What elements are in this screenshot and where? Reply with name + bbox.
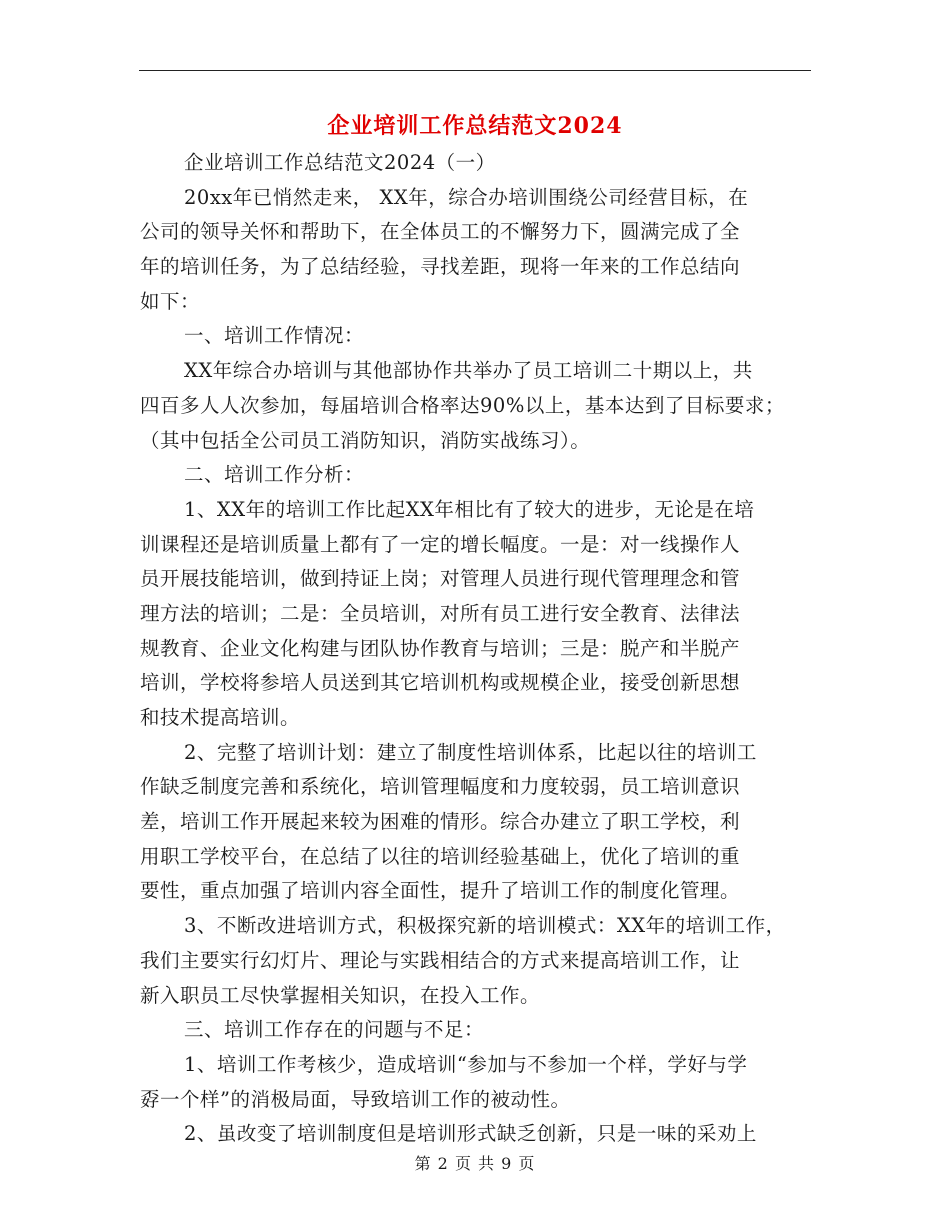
text-line: 一、培训工作情况：	[184, 324, 365, 348]
text-line: 2、虽改变了培训制度但是培训形式缺乏创新，只是一味的采劝上	[184, 1122, 757, 1146]
text-line: 20xx年已悄然走来， XX年，综合办培训围绕公司经营目标，在	[184, 185, 749, 209]
text-line: 作缺乏制度完善和系统化，培训管理幅度和力度较弱，员工培训意识	[140, 775, 741, 799]
document-title: 企业培训工作总结范文2024	[327, 113, 623, 139]
text-line: 要性，重点加强了培训内容全面性，提升了培训工作的制度化管理。	[140, 879, 741, 903]
text-line: 理方法的培训；二是：全员培训，对所有员工进行安全教育、法律法	[140, 601, 741, 625]
text-line: 三、培训工作存在的问题与不足：	[184, 1018, 485, 1042]
text-line: 企业培训工作总结范文2024（一）	[184, 151, 496, 174]
text-line: 员开展技能培训，做到持证上岗；对管理人员进行现代管理理念和管	[140, 567, 741, 591]
text-line: 1、培训工作考核少，造成培训“参加与不参加一个样，学好与学	[184, 1052, 748, 1076]
text-line: 我们主要实行幻灯片、理论与实践相结合的方式来提高培训工作，让	[140, 948, 741, 972]
text-line: （其中包括全公司员工消防知识，消防实战练习）。	[140, 428, 591, 452]
text-line: 新入职员工尽快掌握相关知识，在投入工作。	[140, 983, 541, 1007]
text-line: 训课程还是培训质量上都有了一定的增长幅度。一是：对一线操作人	[140, 532, 741, 556]
page-footer: 第 2 页 共 9 页	[414, 1154, 536, 1173]
text-line: 培训，学校将参培人员送到其它培训机构或规模企业，接受创新思想	[140, 671, 741, 695]
text-line: XX年综合办培训与其他部协作共举办了员工培训二十期以上，共	[184, 359, 753, 383]
text-line: 用职工学校平台，在总结了以往的培训经验基础上，优化了培训的重	[140, 844, 741, 868]
text-line: 四百多人人次参加，每届培训合格率达90%以上，基本达到了目标要求；	[140, 393, 785, 417]
text-line: 如下：	[140, 289, 201, 313]
text-line: 规教育、企业文化构建与团队协作教育与培训；三是：脱产和半脱产	[140, 636, 741, 660]
text-line: 3、不断改进培训方式，积极探究新的培训模式：XX年的培训工作，	[184, 914, 786, 938]
text-line: 和技术提高培训。	[140, 706, 301, 729]
header-rule	[139, 70, 811, 71]
text-line: 孬一个样”的消极局面，导致培训工作的被动性。	[140, 1087, 571, 1111]
text-line: 差，培训工作开展起来较为困难的情形。综合办建立了职工学校，利	[140, 810, 741, 834]
text-line: 1、XX年的培训工作比起XX年相比有了较大的进步，无论是在培	[184, 497, 755, 521]
text-line: 2、完整了培训计划：建立了制度性培训体系，比起以往的培训工	[184, 740, 757, 764]
document-body	[140, 146, 812, 1152]
text-line: 公司的领导关怀和帮助下，在全体员工的不懈努力下，圆满完成了全	[140, 220, 741, 244]
text-line: 年的培训任务，为了总结经验，寻找差距，现将一年来的工作总结向	[140, 255, 741, 279]
text-line: 二、培训工作分析：	[184, 463, 365, 487]
